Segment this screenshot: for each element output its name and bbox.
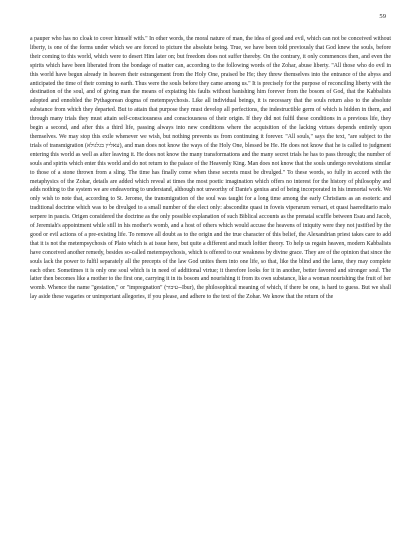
page-number: 59 <box>379 13 386 20</box>
body-paragraph: a pauper who has no cloak to cover himself with." In other words, the moral nature of man, the idea of good and evil, which can not be conceived without liberty, is one of the forms under which we are forced to picture the absolute being. True, we have been told previously that God knew the souls, before their coming to this world, which were to desert Him later on; but freedom does not suffer thereby. On the contrary, it only commences then, and even the spirits which have been liberated from the bondage of matter can, according to the following words of the Zohar, abuse liberty. "All those who do evil in this world have begun already in heaven their estrangement from the Holy One, praised be He; they threw themselves into the entrance of the abyss and anticipated the time of their coming to earth. Thus were the souls before they came among us." It is precisely for the purpose of reconciling liberty with the destination of the soul, and of giving man the means of expiating his faults without banishing him forever from the bosom of God, that the Kabbalists adopted and ennobled the Pythagorean dogma of metempsychosis. Like all individual beings, it is necessary that the souls return also to the absolute substance from which they departed. But to attain that purpose they must develop all perfections, the indestructible germ of which is hidden in them, and through many trials they must attain self-consciousness and consciousness of their origin. If they did not fulfil these conditions in a previous life, they begin a second, and after this a third life, passing always into new conditions where the acquisition of the lacking virtues depends entirely upon themselves. We may stop this exile whenever we wish, but nothing prevents us from continuing it forever. "All souls," says the text, "are subject to the trials of transmigration (עאליין בגלגולא), and man does not know the ways of the Holy One, blessed be He. He does not know that he is called to judgment entering this world as well as after leaving it. He does not know the many transformations and the many secret trials he has to pass through; the number of souls and spirits which enter this world and do not return to the palace of the Heavenly King. Man does not know that the souls undergo revolutions similar to those of a stone thrown from a sling. The time has finally come when these secrets must be divulged." To these words, so fully in accord with the metaphysics of the Zohar, details are added which reveal at times the most poetic imagination which offers no interest for the history of philosophy and adds nothing to the system we are endeavoring to understand, although not unworthy of Dante's genius and of being incorporated in his immortal work. We only wish to note that, according to St. Jerome, the transmigration of the soul was taught for a long time among the early Christians as an esoteric and traditional doctrine which was to be divulged to a small number of the elect only: abscondite quasi in foveis viperarum versari, et quasi haereditario malo serpere in paucis. Origen considered the doctrine as the only possible explanation of such Biblical accounts as the prenatal scuffle between Esau and Jacob, of Jeremiah's appointment while still in his mother's womb, and a host of others which would accuse the heavens of iniquity were they not justified by the good or evil actions of a pre-existing life. To remove all doubt as to the origin and the true character of this belief, the Alexandrian priest takes care to add that it is not the metempsychosis of Plato which is at issue here, but quite a different and much loftier theory. To help us regain heaven, modern Kabbalists have conceived another remedy, besides so-called metempsychosis, which is offered to our weakness by divine grace. They are of the opinion that since the souls lack the power to fulfil separately all the precepts of the law God unites them into one life, so that, like the blind and the lame, they may complete each other. Sometimes it is only one soul which is in need of additional virtue; it therefore looks for it in another, better favored and stronger soul. The latter then becomes like a mother to the first one, carrying it in its bosom and nourishing it from its own substance, like a woman nourishing the fruit of her womb. Whence the name "gestation," or "impregnation" (עיבור--Ibur), the philosophical meaning of which, if there be one, is hard to guess. But we shall lay aside these vagaries or unimportant allegories, if you please, and adhere to the text of the Zohar. We know that the return of the <box>30 36 391 301</box>
